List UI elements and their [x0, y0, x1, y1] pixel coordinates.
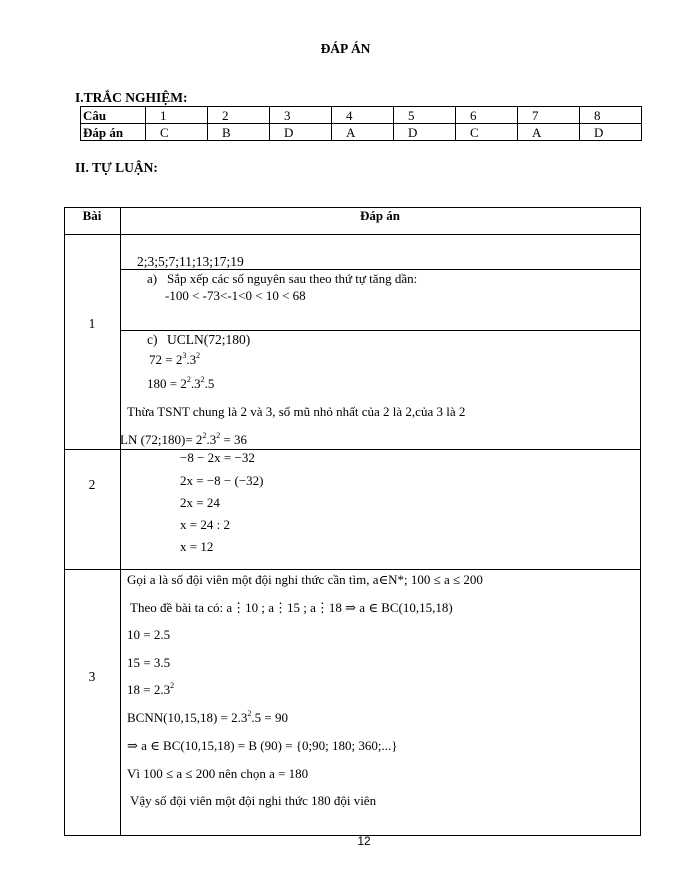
bai-2-step-5: x = 12	[180, 539, 214, 554]
bai-1-primes: 2;3;5;7;11;13;17;19	[137, 254, 244, 269]
bai-3-line-2: Theo đề bài ta có: a⋮10 ; a⋮15 ; a⋮18 ⇒ a ∈ BC(10,15,18)	[130, 600, 453, 615]
question-cell: 8	[580, 107, 642, 124]
bai-2-number: 2	[88, 477, 96, 492]
question-cell: 1	[146, 107, 208, 124]
bai-3-line-3: 10 = 2.5	[127, 627, 171, 642]
section-trac-nghiem-heading: I.TRẮC NGHIỆM:	[75, 90, 188, 105]
bai-1-factor-72: $72 = 2^3.3^2$	[149, 351, 201, 367]
section-tu-luan-heading: II. TỰ LUẬN:	[75, 160, 158, 175]
row-divider-1-2	[64, 449, 641, 450]
answer-row-label: Đáp án	[81, 124, 146, 141]
bai-1-a-order: -100 < -73<-1<0 < 10 < 68	[165, 288, 306, 303]
multiple-choice-table	[80, 106, 642, 141]
bai-1-c-label: c)	[147, 332, 158, 347]
question-cell: 6	[456, 107, 518, 124]
question-cell: 3	[270, 107, 332, 124]
header-dap-an: Đáp án	[359, 208, 401, 223]
bai-2-step-2: 2x = −8 − (−32)	[180, 473, 264, 488]
column-divider	[120, 207, 121, 836]
answer-cell: D	[270, 124, 332, 141]
bai-3-line-4: 15 = 3.5	[127, 655, 171, 670]
answer-cell: D	[580, 124, 642, 141]
question-cell: 2	[208, 107, 270, 124]
bai-1-a-text: Sắp xếp các số nguyên sau theo thứ tự tăng dần:	[167, 271, 418, 286]
table-border-right	[640, 207, 641, 836]
bai-1-tsnt-note: Thừa TSNT chung là 2 và 3, số mũ nhỏ nhất của 2 là 2,của 3 là 2	[127, 404, 466, 419]
header-bai: Bài	[82, 208, 102, 223]
bai-3-line-9: Vậy số đội viên một đội nghi thức 180 đội viên	[130, 793, 377, 808]
row-divider-2-3	[64, 569, 641, 570]
answer-cell: C	[456, 124, 518, 141]
bai-2-step-3: 2x = 24	[180, 495, 220, 510]
table-header-divider	[64, 234, 641, 235]
question-cell: 7	[518, 107, 580, 124]
bai-1-number: 1	[88, 316, 96, 331]
bai-1-a-label: a)	[147, 271, 158, 286]
answer-cell: D	[394, 124, 456, 141]
question-row-label: Câu	[81, 107, 146, 124]
page-title: ĐÁP ÁN	[320, 41, 371, 56]
answer-cell: A	[518, 124, 580, 141]
bai-1-gcd-result: LN (72;180)= $2^2.3^2 = 36$	[120, 431, 248, 447]
answer-cell: A	[332, 124, 394, 141]
bai-2-step-4: x = 24 : 2	[180, 517, 230, 532]
bai-1-c-text: UCLN(72;180)	[167, 332, 251, 347]
bai-3-line-7: ⇒ a ∈ BC(10,15,18) = B (90) = {0;90; 180; 360;...}	[127, 738, 398, 753]
question-row	[81, 107, 642, 124]
question-cell: 5	[394, 107, 456, 124]
bai-3-line-5: $18 = 2.3^2$	[127, 681, 175, 697]
bai-3-line-8: Vì 100 ≤ a ≤ 200 nên chọn a = 180	[127, 766, 309, 781]
table-border-left	[64, 207, 65, 836]
page-number: 12	[357, 834, 371, 848]
answer-cell: B	[208, 124, 270, 141]
sub-divider-a	[120, 330, 641, 331]
question-cell: 4	[332, 107, 394, 124]
answer-cell: C	[146, 124, 208, 141]
bai-3-number: 3	[88, 669, 96, 684]
bai-3-line-6: BCNN(10,15,18) = $2.3^2.5 = 90$	[127, 709, 288, 725]
bai-2-step-1: −8 − 2x = −32	[180, 450, 255, 465]
answer-row	[81, 124, 642, 141]
bai-3-line-1: Gọi a là số đội viên một đội nghi thức cần tìm, a∈N*; 100 ≤ a ≤ 200	[127, 572, 483, 587]
bai-1-factor-180: $180 = 2^2.3^2.5$	[147, 375, 215, 391]
